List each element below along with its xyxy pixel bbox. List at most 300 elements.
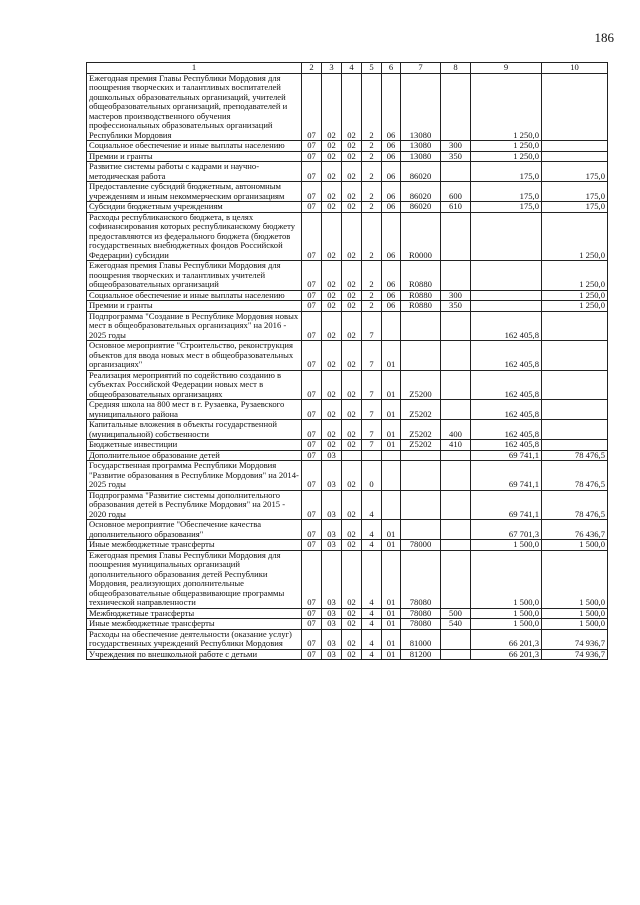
cell-section: 07 [302, 202, 322, 213]
cell-activity: 01 [382, 370, 401, 400]
cell-amount-2 [542, 370, 608, 400]
cell-expense-type [441, 341, 471, 371]
cell-program: 02 [342, 520, 362, 540]
cell-direction: 78080 [401, 608, 441, 619]
cell-name: Капитальные вложения в объекты государственной (муниципальной) собственности [87, 420, 302, 440]
cell-expense-type [441, 162, 471, 182]
cell-program: 02 [342, 202, 362, 213]
cell-name: Дополнительное образование детей [87, 450, 302, 461]
cell-program: 02 [342, 629, 362, 649]
cell-amount-1: 175,0 [471, 182, 542, 202]
cell-section: 07 [302, 151, 322, 162]
cell-amount-2 [542, 141, 608, 152]
cell-subprogram: 7 [362, 400, 382, 420]
cell-amount-2: 78 476,5 [542, 450, 608, 461]
cell-activity: 06 [382, 202, 401, 213]
cell-subprogram: 4 [362, 540, 382, 551]
cell-subsection: 02 [322, 202, 342, 213]
cell-section: 07 [302, 370, 322, 400]
cell-subprogram: 4 [362, 490, 382, 520]
cell-direction: 13080 [401, 151, 441, 162]
cell-subprogram: 2 [362, 261, 382, 291]
cell-section: 07 [302, 420, 322, 440]
column-header: 9 [471, 63, 542, 74]
cell-program: 02 [342, 212, 362, 261]
cell-section: 07 [302, 550, 322, 608]
cell-subsection: 02 [322, 151, 342, 162]
cell-expense-type: 300 [441, 141, 471, 152]
cell-program: 02 [342, 141, 362, 152]
column-header: 1 [87, 63, 302, 74]
cell-direction: 81000 [401, 629, 441, 649]
cell-amount-1: 1 500,0 [471, 540, 542, 551]
table-row [87, 520, 608, 540]
cell-section: 07 [302, 461, 322, 491]
table-row [87, 400, 608, 420]
cell-subprogram: 0 [362, 461, 382, 491]
cell-section: 07 [302, 341, 322, 371]
cell-subprogram: 4 [362, 608, 382, 619]
cell-expense-type [441, 73, 471, 141]
cell-name: Иные межбюджетные трансферты [87, 619, 302, 630]
cell-subsection: 03 [322, 540, 342, 551]
cell-name: Ежегодная премия Главы Республики Мордовия для поощрения творческих и талантливых учителей общеобразовательных организаций [87, 261, 302, 291]
cell-name: Развитие системы работы с кадрами и научно-методическая работа [87, 162, 302, 182]
cell-amount-1: 69 741,1 [471, 461, 542, 491]
table-row [87, 420, 608, 440]
cell-subprogram: 4 [362, 520, 382, 540]
cell-amount-2: 1 250,0 [542, 212, 608, 261]
cell-subprogram: 2 [362, 151, 382, 162]
cell-section: 07 [302, 619, 322, 630]
cell-amount-1: 175,0 [471, 202, 542, 213]
cell-amount-1: 66 201,3 [471, 629, 542, 649]
cell-subprogram: 7 [362, 440, 382, 451]
cell-amount-2 [542, 341, 608, 371]
cell-subprogram: 2 [362, 141, 382, 152]
column-header: 3 [322, 63, 342, 74]
cell-activity: 01 [382, 649, 401, 660]
cell-amount-1: 67 701,3 [471, 520, 542, 540]
table-body [87, 73, 608, 660]
cell-direction: 81200 [401, 649, 441, 660]
cell-activity: 01 [382, 400, 401, 420]
cell-direction: R0000 [401, 212, 441, 261]
cell-expense-type [441, 629, 471, 649]
cell-section: 07 [302, 73, 322, 141]
cell-name: Средняя школа на 800 мест в г. Рузаевка, Рузаевского муниципального района [87, 400, 302, 420]
cell-activity: 01 [382, 440, 401, 451]
cell-subsection: 03 [322, 490, 342, 520]
cell-subsection: 02 [322, 400, 342, 420]
cell-subsection: 02 [322, 420, 342, 440]
table-header-row [87, 63, 608, 74]
table-row [87, 490, 608, 520]
cell-subsection: 03 [322, 550, 342, 608]
cell-name: Ежегодная премия Главы Республики Мордовия для поощрения творческих и талантливых воспитателей дошкольных образовательных организаций, учителей общеобразовательных организаций, преподавателей и мастеров производственного обучения профессиональных образовательных организаций Республики Мордовия [87, 73, 302, 141]
cell-subprogram [362, 450, 382, 461]
cell-amount-1: 1 500,0 [471, 608, 542, 619]
cell-direction: 86020 [401, 162, 441, 182]
cell-amount-2 [542, 311, 608, 341]
cell-direction [401, 490, 441, 520]
cell-direction: R0880 [401, 290, 441, 301]
cell-amount-2: 1 500,0 [542, 619, 608, 630]
cell-activity: 06 [382, 261, 401, 291]
cell-amount-1: 162 405,8 [471, 400, 542, 420]
cell-program: 02 [342, 490, 362, 520]
cell-subprogram: 7 [362, 311, 382, 341]
cell-amount-2 [542, 440, 608, 451]
cell-expense-type [441, 370, 471, 400]
table-row [87, 540, 608, 551]
cell-subsection: 02 [322, 141, 342, 152]
cell-direction [401, 461, 441, 491]
table-row [87, 629, 608, 649]
cell-subprogram: 2 [362, 301, 382, 312]
cell-section: 07 [302, 520, 322, 540]
cell-amount-1 [471, 212, 542, 261]
column-header: 2 [302, 63, 322, 74]
cell-expense-type: 540 [441, 619, 471, 630]
cell-amount-2 [542, 73, 608, 141]
cell-direction: 78080 [401, 619, 441, 630]
table-row [87, 440, 608, 451]
cell-subprogram: 4 [362, 550, 382, 608]
cell-section: 07 [302, 649, 322, 660]
page-number: 186 [594, 30, 614, 45]
cell-amount-1 [471, 261, 542, 291]
column-header: 6 [382, 63, 401, 74]
cell-amount-2: 1 500,0 [542, 540, 608, 551]
cell-expense-type: 410 [441, 440, 471, 451]
cell-direction [401, 311, 441, 341]
cell-name: Подпрограмма "Создание в Республике Мордовия новых мест в общеобразовательных организациях" на 2016 - 2025 годы [87, 311, 302, 341]
cell-name: Иные межбюджетные трансферты [87, 540, 302, 551]
cell-program: 02 [342, 608, 362, 619]
cell-amount-2: 175,0 [542, 182, 608, 202]
table-row [87, 619, 608, 630]
cell-activity: 01 [382, 629, 401, 649]
cell-expense-type [441, 450, 471, 461]
column-header: 5 [362, 63, 382, 74]
cell-name: Социальное обеспечение и иные выплаты населению [87, 141, 302, 152]
cell-amount-2: 1 500,0 [542, 608, 608, 619]
cell-amount-2: 78 476,5 [542, 490, 608, 520]
table-row [87, 608, 608, 619]
cell-section: 07 [302, 261, 322, 291]
cell-expense-type [441, 461, 471, 491]
cell-expense-type [441, 649, 471, 660]
table-row [87, 370, 608, 400]
cell-amount-1: 162 405,8 [471, 440, 542, 451]
cell-program [342, 450, 362, 461]
cell-activity: 01 [382, 520, 401, 540]
cell-amount-1: 162 405,8 [471, 370, 542, 400]
cell-subprogram: 4 [362, 619, 382, 630]
cell-expense-type: 500 [441, 608, 471, 619]
cell-program: 02 [342, 73, 362, 141]
cell-subsection: 02 [322, 341, 342, 371]
table-row [87, 290, 608, 301]
cell-activity: 06 [382, 182, 401, 202]
cell-activity [382, 311, 401, 341]
cell-subsection: 02 [322, 261, 342, 291]
cell-program: 02 [342, 619, 362, 630]
cell-amount-1 [471, 301, 542, 312]
cell-program: 02 [342, 162, 362, 182]
cell-name: Подпрограмма "Развитие системы дополнительного образования детей в Республике Мордовия" на 2015 - 2020 годы [87, 490, 302, 520]
cell-subprogram: 4 [362, 629, 382, 649]
cell-section: 07 [302, 490, 322, 520]
cell-amount-1: 1 250,0 [471, 141, 542, 152]
cell-amount-2: 74 936,7 [542, 649, 608, 660]
cell-amount-2: 78 476,5 [542, 461, 608, 491]
cell-section: 07 [302, 182, 322, 202]
cell-amount-1: 162 405,8 [471, 420, 542, 440]
cell-section: 07 [302, 141, 322, 152]
cell-subsection: 03 [322, 450, 342, 461]
cell-amount-1: 175,0 [471, 162, 542, 182]
cell-subsection: 02 [322, 311, 342, 341]
cell-activity: 06 [382, 301, 401, 312]
cell-subprogram: 2 [362, 202, 382, 213]
cell-activity: 06 [382, 162, 401, 182]
cell-name: Учреждения по внешкольной работе с детьми [87, 649, 302, 660]
cell-subsection: 03 [322, 520, 342, 540]
cell-amount-2 [542, 420, 608, 440]
cell-subsection: 03 [322, 619, 342, 630]
cell-amount-1 [471, 290, 542, 301]
cell-direction [401, 520, 441, 540]
cell-amount-2: 74 936,7 [542, 629, 608, 649]
cell-section: 07 [302, 301, 322, 312]
cell-activity [382, 461, 401, 491]
cell-amount-1: 162 405,8 [471, 341, 542, 371]
cell-expense-type [441, 311, 471, 341]
cell-amount-2: 1 250,0 [542, 261, 608, 291]
cell-program: 02 [342, 341, 362, 371]
table-row [87, 261, 608, 291]
cell-expense-type: 300 [441, 290, 471, 301]
cell-activity: 01 [382, 608, 401, 619]
cell-direction: R0880 [401, 301, 441, 312]
cell-subsection: 02 [322, 370, 342, 400]
cell-name: Реализация мероприятий по содействию созданию в субъектах Российской Федерации новых мест в общеобразовательных организациях [87, 370, 302, 400]
cell-subprogram: 2 [362, 162, 382, 182]
cell-activity: 06 [382, 73, 401, 141]
cell-section: 07 [302, 608, 322, 619]
cell-name: Премии и гранты [87, 301, 302, 312]
cell-activity: 01 [382, 550, 401, 608]
cell-program: 02 [342, 420, 362, 440]
cell-amount-1: 69 741,1 [471, 490, 542, 520]
cell-expense-type [441, 490, 471, 520]
cell-name: Основное мероприятие "Обеспечение качества дополнительного образования" [87, 520, 302, 540]
cell-program: 02 [342, 550, 362, 608]
cell-amount-1: 1 250,0 [471, 73, 542, 141]
table-row [87, 461, 608, 491]
cell-subsection: 03 [322, 649, 342, 660]
cell-subsection: 02 [322, 182, 342, 202]
cell-name: Субсидии бюджетным учреждениям [87, 202, 302, 213]
cell-name: Межбюджетные трансферты [87, 608, 302, 619]
column-header: 8 [441, 63, 471, 74]
cell-expense-type: 400 [441, 420, 471, 440]
cell-activity: 01 [382, 619, 401, 630]
cell-expense-type: 350 [441, 301, 471, 312]
cell-section: 07 [302, 629, 322, 649]
cell-direction [401, 450, 441, 461]
cell-name: Бюджетные инвестиции [87, 440, 302, 451]
cell-subsection: 02 [322, 212, 342, 261]
cell-direction: Z5202 [401, 420, 441, 440]
cell-program: 02 [342, 649, 362, 660]
cell-subsection: 02 [322, 301, 342, 312]
cell-name: Ежегодная премия Главы Республики Мордовия для поощрения муниципальных организаций дополнительного образования детей Республики Мордовия, реализующих дополнительные общеобразовательные общеразвивающие программы технической направленности [87, 550, 302, 608]
cell-direction: 78080 [401, 550, 441, 608]
cell-subsection: 03 [322, 629, 342, 649]
table-row [87, 341, 608, 371]
column-header: 4 [342, 63, 362, 74]
cell-amount-2 [542, 400, 608, 420]
cell-activity [382, 490, 401, 520]
cell-amount-1: 162 405,8 [471, 311, 542, 341]
cell-name: Премии и гранты [87, 151, 302, 162]
cell-program: 02 [342, 540, 362, 551]
cell-subprogram: 2 [362, 212, 382, 261]
column-header: 7 [401, 63, 441, 74]
cell-name: Расходы на обеспечение деятельности (оказание услуг) государственных учреждений Республики Мордовия [87, 629, 302, 649]
budget-table [86, 62, 608, 660]
table-row [87, 162, 608, 182]
cell-amount-1: 1 500,0 [471, 619, 542, 630]
cell-expense-type [441, 212, 471, 261]
cell-expense-type [441, 550, 471, 608]
cell-activity: 06 [382, 141, 401, 152]
cell-direction: R0880 [401, 261, 441, 291]
cell-amount-2: 1 250,0 [542, 301, 608, 312]
cell-direction: Z5202 [401, 400, 441, 420]
table-row [87, 73, 608, 141]
table-row [87, 301, 608, 312]
cell-expense-type [441, 520, 471, 540]
cell-amount-2: 175,0 [542, 202, 608, 213]
cell-activity: 01 [382, 540, 401, 551]
cell-program: 02 [342, 311, 362, 341]
cell-section: 07 [302, 450, 322, 461]
table-row [87, 311, 608, 341]
cell-subsection: 02 [322, 162, 342, 182]
table-row [87, 550, 608, 608]
cell-subprogram: 7 [362, 420, 382, 440]
cell-expense-type: 350 [441, 151, 471, 162]
cell-activity: 01 [382, 341, 401, 371]
cell-program: 02 [342, 461, 362, 491]
cell-activity: 06 [382, 151, 401, 162]
table-row [87, 151, 608, 162]
cell-amount-2 [542, 151, 608, 162]
cell-program: 02 [342, 440, 362, 451]
cell-amount-1: 69 741,1 [471, 450, 542, 461]
cell-subsection: 02 [322, 73, 342, 141]
table-row [87, 212, 608, 261]
cell-direction: 13080 [401, 73, 441, 141]
cell-name: Государственная программа Республики Мордовия "Развитие образования в Республике Мордовия" на 2014-2025 годы [87, 461, 302, 491]
table-row [87, 141, 608, 152]
cell-subprogram: 2 [362, 73, 382, 141]
cell-amount-2: 1 250,0 [542, 290, 608, 301]
cell-name: Расходы республиканского бюджета, в целях софинансирования которых республиканскому бюджету предоставляются из федерального бюджета (бюджетов государственных внебюджетных фондов Российской Федерации) субсидии [87, 212, 302, 261]
cell-activity: 01 [382, 420, 401, 440]
cell-subprogram: 4 [362, 649, 382, 660]
cell-subprogram: 7 [362, 370, 382, 400]
cell-section: 07 [302, 290, 322, 301]
cell-direction: 13080 [401, 141, 441, 152]
cell-expense-type: 610 [441, 202, 471, 213]
cell-activity: 06 [382, 212, 401, 261]
cell-subsection: 02 [322, 440, 342, 451]
cell-section: 07 [302, 400, 322, 420]
cell-direction: Z5202 [401, 440, 441, 451]
cell-direction [401, 341, 441, 371]
cell-name: Социальное обеспечение и иные выплаты населению [87, 290, 302, 301]
cell-amount-1: 66 201,3 [471, 649, 542, 660]
table-row [87, 182, 608, 202]
cell-expense-type [441, 400, 471, 420]
cell-activity: 06 [382, 290, 401, 301]
column-header: 10 [542, 63, 608, 74]
cell-expense-type [441, 261, 471, 291]
cell-subprogram: 7 [362, 341, 382, 371]
cell-direction: 86020 [401, 202, 441, 213]
cell-activity [382, 450, 401, 461]
cell-expense-type: 600 [441, 182, 471, 202]
cell-section: 07 [302, 540, 322, 551]
cell-amount-2: 76 436,7 [542, 520, 608, 540]
cell-section: 07 [302, 311, 322, 341]
cell-section: 07 [302, 440, 322, 451]
table-row [87, 202, 608, 213]
cell-subsection: 03 [322, 461, 342, 491]
cell-program: 02 [342, 151, 362, 162]
cell-subprogram: 2 [362, 182, 382, 202]
cell-expense-type [441, 540, 471, 551]
cell-name: Основное мероприятие "Строительство, реконструкция объектов для ввода новых мест в общеобразовательных организациях" [87, 341, 302, 371]
cell-subprogram: 2 [362, 290, 382, 301]
table-row [87, 450, 608, 461]
cell-amount-1: 1 500,0 [471, 550, 542, 608]
cell-subsection: 02 [322, 290, 342, 301]
cell-subsection: 03 [322, 608, 342, 619]
cell-name: Предоставление субсидий бюджетным, автономным учреждениям и иным некоммерческим организациям [87, 182, 302, 202]
cell-program: 02 [342, 261, 362, 291]
cell-direction: 78000 [401, 540, 441, 551]
cell-amount-2: 175,0 [542, 162, 608, 182]
cell-program: 02 [342, 301, 362, 312]
cell-direction: 86020 [401, 182, 441, 202]
table-row [87, 649, 608, 660]
cell-amount-1: 1 250,0 [471, 151, 542, 162]
cell-program: 02 [342, 290, 362, 301]
cell-section: 07 [302, 162, 322, 182]
cell-amount-2: 1 500,0 [542, 550, 608, 608]
cell-section: 07 [302, 212, 322, 261]
cell-program: 02 [342, 370, 362, 400]
cell-program: 02 [342, 400, 362, 420]
cell-direction: Z5200 [401, 370, 441, 400]
cell-program: 02 [342, 182, 362, 202]
